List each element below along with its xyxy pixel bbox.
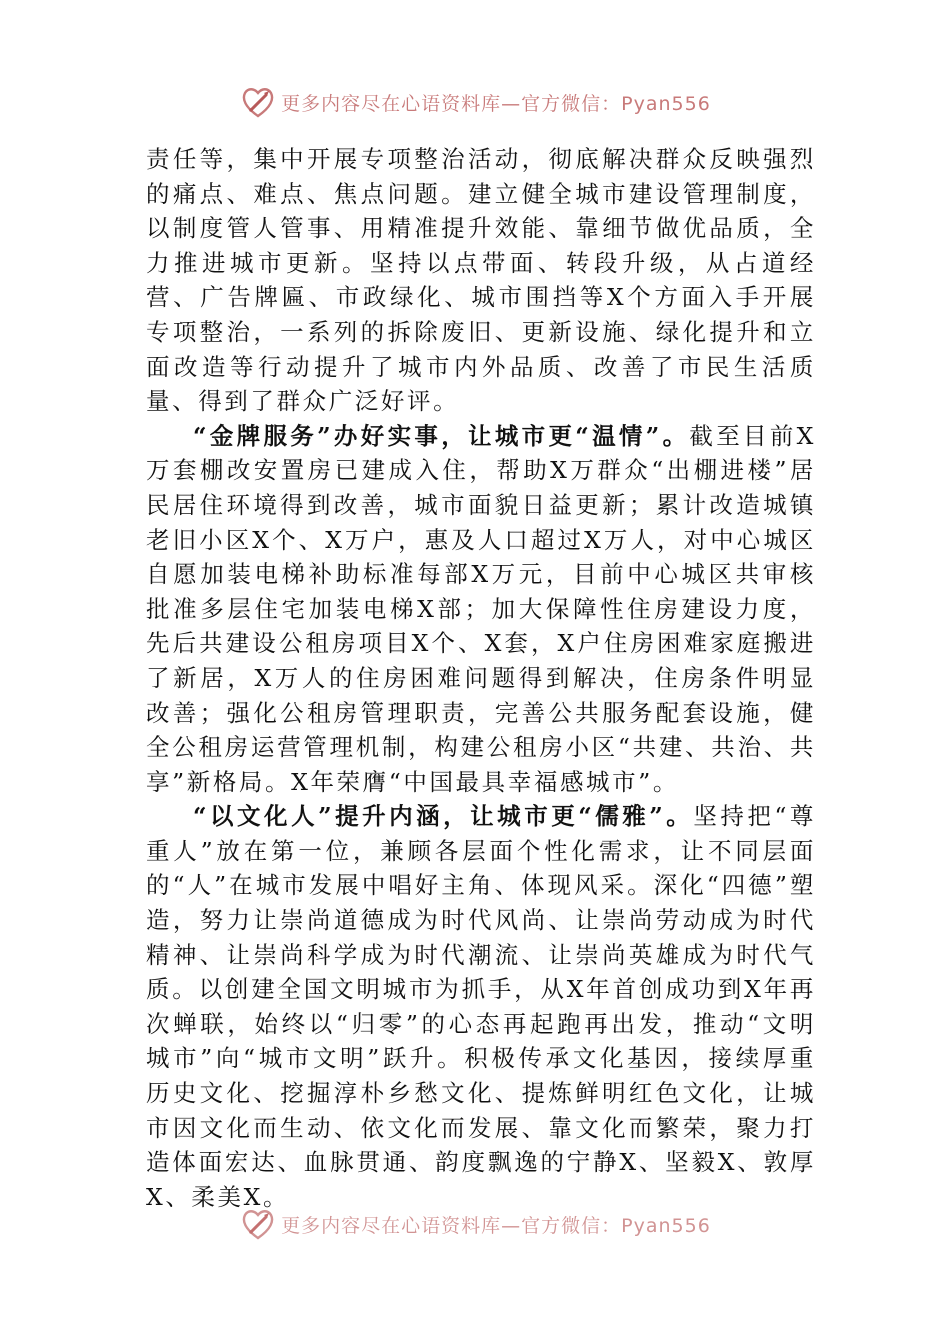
paragraph-2-heading: “金牌服务”办好实事，让城市更“温情”。	[193, 421, 690, 450]
document-body	[146, 142, 816, 1214]
paragraph-3-body: 坚持把“尊重人”放在第一位，兼顾各层面个性化需求，让不同层面的“人”在城市发展中唱好主角、体现风采。深化“四德”塑造，努力让崇尚道德成为时代风尚、让崇尚劳动成为时代精神、让崇尚科学成为时代潮流、让崇尚英雄成为时代气质。以创建全国文明城市为抓手，从X年首创成功到X年再次蝉联，始终以“归零”的心态再起跑再出发，推动“文明城市”向“城市文明”跃升。积极传承文化基因，接续厚重历史文化、挖掘淳朴乡愁文化、提炼鲜明红色文化，让城市因文化而生动、依文化而发展、靠文化而繁荣，聚力打造体面宏达、血脉贯通、韵度飘逸的宁静X、坚毅X、敦厚X、柔美X。	[146, 802, 816, 1211]
paragraph-2-body: 截至目前X万套棚改安置房已建成入住，帮助X万群众“出棚进楼”居民居住环境得到改善，城市面貌日益更新；累计改造城镇老旧小区X个、X万户，惠及人口超过X万人，对中心城区自愿加装电梯补助标准每部X万元，目前中心城区共审核批准多层住宅加装电梯X部；加大保障性住房建设力度，先后共建设公租房项目X个、X套，X户住房困难家庭搬进了新居，X万人的住房困难问题得到解决，住房条件明显改善；强化公租房管理职责，完善公共服务配套设施，健全公租房运营管理机制，构建公租房小区“共建、共治、共享”新格局。X年荣膺“中国最具幸福感城市”。	[146, 421, 816, 796]
watermark-text: 更多内容尽在心语资料库—官方微信：Pyan556	[281, 92, 711, 115]
watermark-text-footer: 更多内容尽在心语资料库—官方微信：Pyan556	[281, 1214, 711, 1237]
heart-pen-logo-icon	[239, 83, 277, 121]
watermark-banner-top	[0, 82, 950, 122]
paragraph-1-body: 责任等，集中开展专项整治活动，彻底解决群众反映强烈的痛点、难点、焦点问题。建立健全城市建设管理制度，以制度管人管事、用精准提升效能、靠细节做优品质，全力推进城市更新。坚持以点带面、转段升级，从占道经营、广告牌匾、市政绿化、城市围挡等X个方面入手开展专项整治，一系列的拆除废旧、更新设施、绿化提升和立面改造等行动提升了城市内外品质、改善了市民生活质量、得到了群众广泛好评。	[146, 145, 816, 416]
paragraph-2	[146, 419, 816, 800]
heart-pen-logo-icon-footer	[239, 1205, 277, 1243]
paragraph-3-heading: “以文化人”提升内涵，让城市更“儒雅”。	[193, 802, 694, 831]
paragraph-3	[146, 799, 816, 1214]
paragraph-1	[146, 142, 816, 419]
watermark-banner-bottom	[0, 1204, 950, 1244]
